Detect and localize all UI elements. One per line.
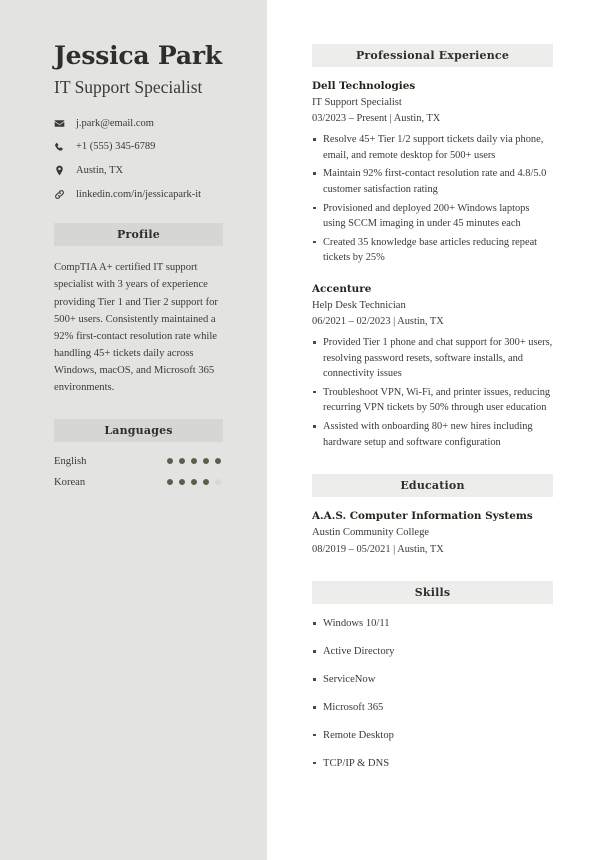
language-level-dots: [167, 458, 223, 464]
link-icon: [54, 188, 69, 201]
experience-role: IT Support Specialist: [312, 96, 402, 108]
level-dot-filled: [203, 479, 209, 485]
contact-value: +1 (555) 345-6789: [76, 141, 156, 153]
language-name: Korean: [54, 476, 86, 488]
experience-bullet: Created 35 knowledge base articles reducing repeat tickets by 25%: [312, 235, 553, 266]
skill-item: Microsoft 365: [312, 700, 553, 716]
candidate-name: Jessica Park: [54, 41, 222, 70]
education-entry: [312, 509, 553, 557]
section-header-skills: Skills: [312, 581, 553, 604]
experience-dates-location: 06/2021 – 02/2023 | Austin, TX: [312, 316, 444, 328]
contact-list: [54, 117, 223, 202]
skill-item: ServiceNow: [312, 672, 553, 688]
experience-organization: Accenture: [312, 282, 372, 295]
level-dot-filled: [179, 458, 185, 464]
level-dot-filled: [167, 458, 173, 464]
level-dot-filled: [179, 479, 185, 485]
experience-bullet: Troubleshoot VPN, Wi-Fi, and printer issues, reducing recurring VPN tickets by 50% through user education: [312, 385, 553, 416]
candidate-job-title: IT Support Specialist: [54, 76, 203, 97]
language-level-dots: [167, 479, 223, 485]
experience-entries: [312, 79, 553, 450]
level-dot-filled: [215, 458, 221, 464]
level-dot-filled: [191, 479, 197, 485]
education-entries: [312, 509, 553, 557]
contact-value: Austin, TX: [76, 165, 124, 177]
experience-bullet-list: [312, 132, 553, 266]
experience-organization: Dell Technologies: [312, 80, 416, 92]
experience-bullet: Assisted with onboarding 80+ new hires including hardware setup and software configuration: [312, 419, 553, 450]
experience-bullet: Provided Tier 1 phone and chat support for 300+ users, resolving password resets, software installs, and connectivity issues: [312, 335, 553, 382]
skill-item: Remote Desktop: [312, 728, 553, 744]
section-header-profile: Profile: [54, 223, 223, 246]
language-name: English: [54, 455, 87, 467]
skill-item: TCP/IP & DNS: [312, 756, 553, 772]
section-header-experience: Professional Experience: [312, 44, 553, 67]
section-header-education: Education: [312, 474, 553, 497]
contact-item[interactable]: [54, 188, 223, 202]
experience-bullet: Provisioned and deployed 200+ Windows laptops using SCCM imaging in under 45 minutes each: [312, 201, 553, 232]
section-experience: [312, 44, 553, 450]
experience-entry: [312, 282, 553, 450]
map-pin-icon: [54, 164, 69, 177]
level-dot-empty: [215, 479, 221, 485]
skill-item: Active Directory: [312, 644, 553, 660]
education-school: Austin Community College: [312, 526, 430, 538]
language-row: [54, 477, 223, 488]
education-degree: A.A.S. Computer Information Systems: [312, 510, 533, 523]
languages-list: [54, 456, 223, 488]
contact-value: j.park@email.com: [76, 117, 154, 129]
phone-icon: [54, 141, 69, 154]
sidebar: [0, 0, 267, 860]
section-education: [312, 474, 553, 557]
experience-bullet: Maintain 92% first-contact resolution rate and 4.8/5.0 customer satisfaction rating: [312, 166, 553, 197]
contact-value: linkedin.com/in/jessicapark-it: [76, 188, 202, 200]
language-row: [54, 456, 223, 467]
experience-bullet-list: [312, 335, 553, 450]
section-skills: [312, 581, 553, 771]
section-header-languages: Languages: [54, 419, 223, 442]
education-dates-location: 08/2019 – 05/2021 | Austin, TX: [312, 543, 444, 555]
contact-item[interactable]: [54, 140, 223, 154]
level-dot-filled: [167, 479, 173, 485]
envelope-icon: [54, 117, 69, 130]
experience-bullet: Resolve 45+ Tier 1/2 support tickets daily via phone, email, and remote desktop for 500+ users: [312, 132, 553, 163]
skills-list: [312, 616, 553, 771]
experience-dates-location: 03/2023 – Present | Austin, TX: [312, 113, 441, 125]
experience-role: Help Desk Technician: [312, 299, 406, 311]
level-dot-filled: [191, 458, 197, 464]
profile-summary-text: CompTIA A+ certified IT support specialist with 3 years of experience providing Tier 1 and Tier 2 support for 500+ users. Consistently maintained a 92% first-contact resolution rate while handling 45+ tickets daily across Windows, macOS, and Microsoft 365 environments.: [54, 262, 218, 394]
contact-item[interactable]: [54, 164, 223, 178]
experience-entry: [312, 79, 553, 266]
contact-item[interactable]: [54, 117, 223, 131]
main-content: [267, 0, 608, 860]
skill-item: Windows 10/11: [312, 616, 553, 632]
level-dot-filled: [203, 458, 209, 464]
